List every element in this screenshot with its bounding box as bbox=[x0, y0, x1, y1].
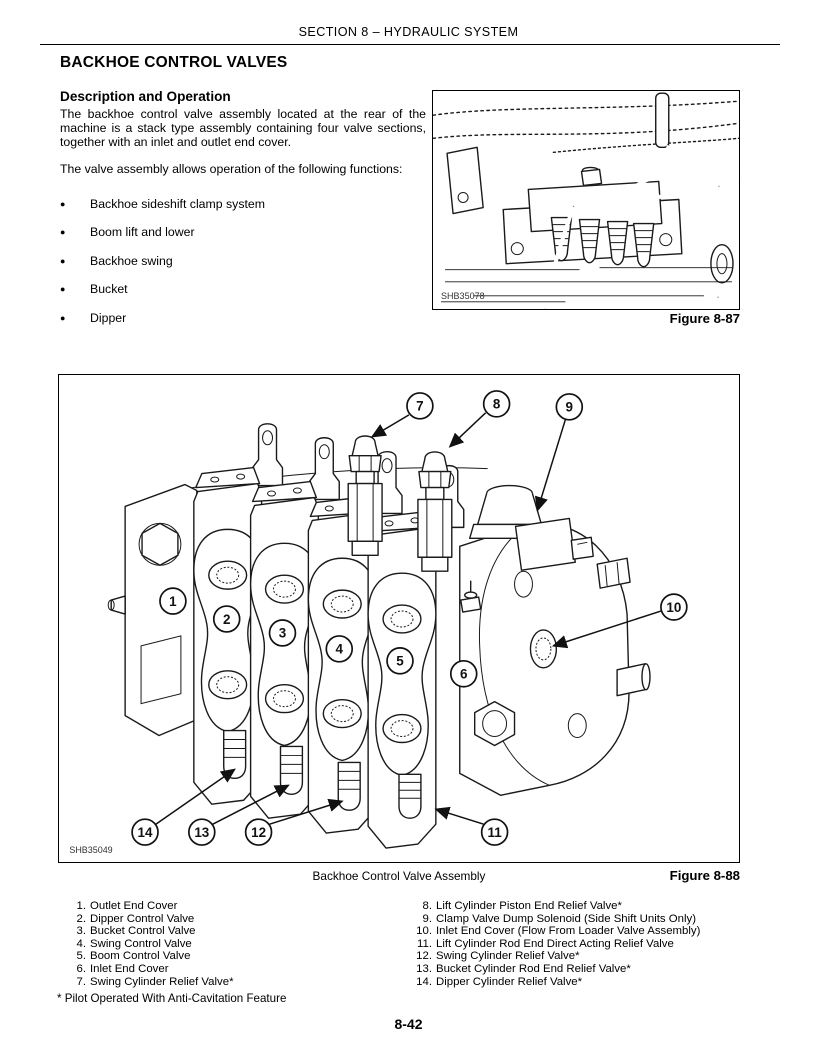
svg-text:7: 7 bbox=[416, 398, 424, 414]
list-item: ● Boom lift and lower bbox=[60, 225, 195, 240]
control-valve-assembly-illustration bbox=[59, 375, 739, 862]
callout-5 bbox=[387, 648, 413, 674]
part-item: 5. Boom Control Valve bbox=[76, 950, 191, 963]
part-item: 7. Swing Cylinder Relief Valve* bbox=[76, 975, 234, 988]
part-item: 11. Lift Cylinder Rod End Direct Acting Relief Valve bbox=[417, 937, 674, 950]
section-title: BACKHOE CONTROL VALVES bbox=[60, 54, 288, 71]
part-item: 12. Swing Cylinder Relief Valve* bbox=[416, 950, 580, 963]
figure-8-88-caption-row bbox=[58, 869, 740, 885]
bullet-icon: ● bbox=[60, 284, 66, 295]
svg-text:6: 6 bbox=[459, 666, 468, 682]
list-item: ● Backhoe sideshift clamp system bbox=[60, 197, 265, 212]
svg-text:3: 3 bbox=[278, 625, 287, 641]
parts-list-left bbox=[60, 900, 390, 988]
list-item: ● Bucket bbox=[60, 282, 128, 297]
paragraph: The backhoe control valve assembly located at the rear of the machine is a stack type assembly containing four valve sections, together with an inlet and outlet end cover. bbox=[60, 107, 426, 149]
list-item: ● Dipper bbox=[60, 310, 127, 325]
callout-10 bbox=[661, 594, 687, 620]
callout-13 bbox=[189, 819, 215, 845]
subsection-title: Description and Operation bbox=[60, 89, 231, 104]
callout-14 bbox=[132, 819, 158, 845]
part-item: 2. Dipper Control Valve bbox=[76, 912, 195, 925]
callout-6 bbox=[451, 661, 477, 687]
callout-2 bbox=[214, 606, 240, 632]
parts-list-right bbox=[402, 900, 762, 988]
callout-4 bbox=[326, 636, 352, 662]
part-item: 9. Clamp Valve Dump Solenoid (Side Shift Units Only) bbox=[422, 912, 696, 925]
bullet-icon: ● bbox=[60, 227, 66, 238]
svg-text:13: 13 bbox=[194, 824, 210, 840]
part-item: 8. Lift Cylinder Piston End Relief Valve* bbox=[422, 900, 622, 912]
callout-8 bbox=[484, 391, 510, 417]
bullet-icon: ● bbox=[60, 255, 66, 266]
page-number: 8-42 bbox=[394, 1016, 423, 1032]
hydraulic-hoses-illustration bbox=[433, 91, 739, 309]
running-header: SECTION 8 – HYDRAULIC SYSTEM bbox=[298, 25, 519, 39]
svg-text:4: 4 bbox=[335, 641, 343, 657]
figure-8-88-title: Backhoe Control Valve Assembly bbox=[312, 869, 486, 883]
svg-text:11: 11 bbox=[487, 824, 502, 840]
callout-9 bbox=[556, 394, 582, 420]
svg-text:5: 5 bbox=[396, 653, 404, 669]
svg-text:9: 9 bbox=[565, 399, 574, 415]
svg-text:2: 2 bbox=[222, 611, 231, 627]
figure-8-88-caption: Figure 8-88 bbox=[669, 868, 740, 883]
callout-7 bbox=[407, 393, 433, 419]
photo-id-label: SHB35078 bbox=[441, 290, 485, 301]
header-rule bbox=[40, 44, 780, 45]
callout-11 bbox=[482, 819, 508, 845]
figure-8-88 bbox=[58, 374, 740, 863]
callout-1 bbox=[160, 588, 186, 614]
svg-text:1: 1 bbox=[169, 593, 177, 609]
bullet-icon: ● bbox=[60, 199, 66, 210]
figure-8-87 bbox=[432, 90, 740, 310]
paragraph: The valve assembly allows operation of the following functions: bbox=[60, 162, 403, 177]
photo-id-label: SHB35049 bbox=[69, 845, 113, 856]
list-item: ● Backhoe swing bbox=[60, 253, 173, 268]
callout-3 bbox=[270, 620, 296, 646]
function-list bbox=[60, 198, 426, 325]
part-item: 14. Dipper Cylinder Relief Valve* bbox=[416, 975, 583, 988]
bullet-icon: ● bbox=[60, 312, 66, 323]
part-item: 6. Inlet End Cover bbox=[76, 962, 169, 975]
part-item: 1. Outlet End Cover bbox=[76, 900, 178, 912]
figure-8-87-caption: Figure 8-87 bbox=[669, 311, 740, 326]
footnote: * Pilot Operated With Anti-Cavitation Feature bbox=[57, 992, 287, 1005]
svg-text:10: 10 bbox=[666, 599, 682, 615]
svg-text:8: 8 bbox=[492, 396, 501, 412]
svg-text:14: 14 bbox=[137, 824, 153, 840]
part-item: 4. Swing Control Valve bbox=[76, 937, 192, 950]
svg-text:12: 12 bbox=[251, 824, 267, 840]
part-item: 3. Bucket Control Valve bbox=[76, 925, 196, 938]
part-item: 13. Bucket Cylinder Rod End Relief Valve* bbox=[416, 962, 631, 975]
body-text-column bbox=[60, 108, 426, 340]
part-item: 10. Inlet End Cover (Flow From Loader Valve Assembly) bbox=[416, 925, 701, 938]
callout-12 bbox=[246, 819, 272, 845]
